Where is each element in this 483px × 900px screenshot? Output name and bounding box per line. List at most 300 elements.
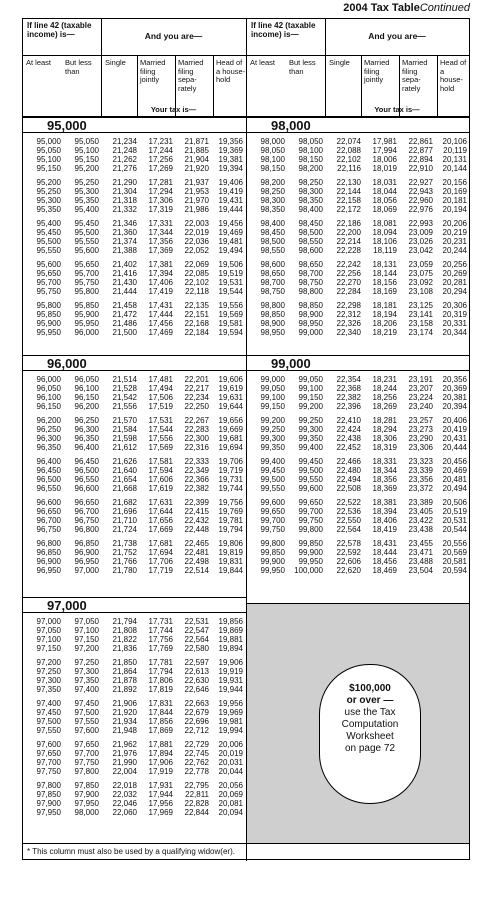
- table-cell: 21,885: [184, 146, 209, 155]
- table-cell: 20,031: [218, 758, 243, 767]
- table-cell: 17,556: [148, 434, 173, 443]
- table-cell: 22,514: [184, 566, 209, 575]
- table-cell: 20,131: [442, 155, 467, 164]
- table-cell: 18,306: [372, 434, 397, 443]
- table-cell: 99,500: [298, 466, 323, 475]
- table-cell: 22,088: [336, 146, 361, 155]
- table-cell: 96,400: [36, 457, 61, 466]
- table-cell: 17,606: [148, 475, 173, 484]
- table-cell: 97,300: [74, 667, 99, 676]
- table-cell: 20,431: [442, 434, 467, 443]
- table-cell: 22,547: [184, 626, 209, 635]
- table-cell: 22,448: [184, 525, 209, 534]
- table-cell: 20,006: [218, 740, 243, 749]
- table-cell: 22,326: [336, 319, 361, 328]
- table-cell: 99,200: [298, 402, 323, 411]
- table-cell: 96,900: [36, 557, 61, 566]
- table-row: [23, 808, 246, 817]
- table-row: [247, 434, 469, 443]
- table-cell: 98,500: [260, 237, 285, 246]
- table-cell: 98,750: [298, 278, 323, 287]
- at-least-label: At least: [250, 58, 276, 67]
- table-row: [247, 548, 469, 557]
- table-cell: 17,419: [148, 287, 173, 296]
- table-cell: 17,644: [148, 507, 173, 516]
- table-cell: 21,388: [112, 246, 137, 255]
- table-cell: 23,488: [408, 557, 433, 566]
- table-cell: 17,869: [148, 726, 173, 735]
- table-cell: 18,381: [372, 498, 397, 507]
- table-cell: 18,044: [372, 187, 397, 196]
- table-cell: 19,806: [218, 539, 243, 548]
- table-row: [23, 635, 246, 644]
- table-cell: 98,250: [298, 178, 323, 187]
- table-cell: 17,456: [148, 319, 173, 328]
- table-cell: 17,231: [148, 137, 173, 146]
- table-cell: 99,650: [298, 498, 323, 507]
- table-cell: 22,354: [336, 375, 361, 384]
- table-cell: 22,312: [336, 310, 361, 319]
- table-cell: 95,700: [74, 269, 99, 278]
- hoh-label: Head of a house-hold: [440, 58, 467, 93]
- table-cell: 22,234: [184, 393, 209, 402]
- table-cell: 23,356: [408, 475, 433, 484]
- tax-table: [22, 18, 470, 860]
- table-cell: 96,800: [36, 539, 61, 548]
- table-cell: 98,150: [260, 164, 285, 173]
- table-row: [247, 484, 469, 493]
- table-cell: 97,450: [74, 699, 99, 708]
- table-cell: 21,640: [112, 466, 137, 475]
- table-cell: 17,631: [148, 498, 173, 507]
- table-cell: 22,018: [112, 781, 137, 790]
- table-cell: 23,125: [408, 301, 433, 310]
- table-cell: 23,438: [408, 525, 433, 534]
- table-cell: 18,006: [372, 155, 397, 164]
- table-cell: 21,584: [112, 425, 137, 434]
- table-cell: 97,850: [36, 790, 61, 799]
- table-cell: 95,100: [36, 155, 61, 164]
- table-cell: 97,800: [74, 767, 99, 776]
- table-cell: 99,750: [298, 516, 323, 525]
- table-row: [247, 566, 469, 575]
- table-row: [23, 310, 246, 319]
- table-cell: 98,950: [298, 319, 323, 328]
- table-cell: 21,892: [112, 685, 137, 694]
- table-cell: 22,074: [336, 137, 361, 146]
- table-cell: 100,000: [294, 566, 323, 575]
- table-row: [23, 319, 246, 328]
- callout-line: Computation: [341, 719, 399, 730]
- table-cell: 23,273: [408, 425, 433, 434]
- table-cell: 22,844: [184, 808, 209, 817]
- table-cell: 17,369: [148, 246, 173, 255]
- table-cell: 95,550: [74, 237, 99, 246]
- table-cell: 96,500: [36, 475, 61, 484]
- table-cell: 22,646: [184, 685, 209, 694]
- table-cell: 17,969: [148, 808, 173, 817]
- table-cell: 20,594: [442, 566, 467, 575]
- table-cell: 20,344: [442, 328, 467, 337]
- table-cell: 19,719: [218, 466, 243, 475]
- table-cell: 95,800: [74, 287, 99, 296]
- table-cell: 17,394: [148, 269, 173, 278]
- table-cell: 98,050: [260, 146, 285, 155]
- table-cell: 17,594: [148, 466, 173, 475]
- table-cell: 20,294: [442, 287, 467, 296]
- table-cell: 21,780: [112, 566, 137, 575]
- table-row: [247, 425, 469, 434]
- table-cell: 22,200: [336, 228, 361, 237]
- table-cell: 96,150: [74, 393, 99, 402]
- table-cell: 98,900: [260, 319, 285, 328]
- table-cell: 96,950: [74, 557, 99, 566]
- table-cell: 95,350: [74, 196, 99, 205]
- table-cell: 99,100: [298, 384, 323, 393]
- table-cell: 17,894: [148, 749, 173, 758]
- table-cell: 19,569: [218, 310, 243, 319]
- table-cell: 21,276: [112, 164, 137, 173]
- table-cell: 20,281: [442, 278, 467, 287]
- table-row: [23, 278, 246, 287]
- table-cell: 98,700: [298, 269, 323, 278]
- table-cell: 19,481: [218, 237, 243, 246]
- table-cell: 21,430: [112, 278, 137, 287]
- table-row: [23, 566, 246, 575]
- table-cell: 99,600: [260, 498, 285, 507]
- table-cell: 20,519: [442, 507, 467, 516]
- table-row: [247, 301, 469, 310]
- table-row: [23, 676, 246, 685]
- table-row: [247, 539, 469, 548]
- table-cell: 21,472: [112, 310, 137, 319]
- table-cell: 96,850: [36, 548, 61, 557]
- table-cell: 17,756: [148, 635, 173, 644]
- table-cell: 17,681: [148, 539, 173, 548]
- table-row: [247, 219, 469, 228]
- table-cell: 19,531: [218, 278, 243, 287]
- table-row: [23, 667, 246, 676]
- table-cell: 96,250: [36, 425, 61, 434]
- table-cell: 17,481: [148, 375, 173, 384]
- table-cell: 98,000: [260, 137, 285, 146]
- table-cell: 98,200: [298, 164, 323, 173]
- table-row: [23, 237, 246, 246]
- table-cell: 96,350: [36, 443, 61, 452]
- table-cell: 22,410: [336, 416, 361, 425]
- table-cell: 95,900: [74, 310, 99, 319]
- table-cell: 22,481: [184, 548, 209, 557]
- table-cell: 23,009: [408, 228, 433, 237]
- table-cell: 20,419: [442, 425, 467, 434]
- table-row: [247, 278, 469, 287]
- table-cell: 19,581: [218, 319, 243, 328]
- you-are-label: And you are—: [368, 31, 426, 41]
- table-cell: 17,306: [148, 196, 173, 205]
- table-cell: 18,294: [372, 425, 397, 434]
- table-cell: 19,844: [218, 566, 243, 575]
- table-cell: 21,626: [112, 457, 137, 466]
- table-row: [247, 516, 469, 525]
- table-cell: 95,350: [36, 205, 61, 214]
- table-row: [247, 187, 469, 196]
- table-row: [23, 516, 246, 525]
- table-cell: 96,600: [36, 498, 61, 507]
- table-cell: 23,141: [408, 310, 433, 319]
- table-cell: 20,456: [442, 457, 467, 466]
- table-cell: 21,682: [112, 498, 137, 507]
- table-cell: 22,036: [184, 237, 209, 246]
- table-row: [23, 196, 246, 205]
- income-question: If line 42 (taxable income) is—: [251, 21, 316, 39]
- table-cell: 20,494: [442, 484, 467, 493]
- table-cell: 95,600: [74, 246, 99, 255]
- table-cell: 21,374: [112, 237, 137, 246]
- table-cell: 22,130: [336, 178, 361, 187]
- table-cell: 17,444: [148, 310, 173, 319]
- header-vsep: [101, 19, 102, 116]
- tax-is-label: Your tax is—: [150, 105, 197, 114]
- table-row: [247, 137, 469, 146]
- table-cell: 17,706: [148, 557, 173, 566]
- table-cell: 21,906: [112, 699, 137, 708]
- table-cell: 22,186: [336, 219, 361, 228]
- left-column-header: [23, 19, 246, 117]
- table-cell: 20,194: [442, 205, 467, 214]
- table-cell: 20,556: [442, 539, 467, 548]
- table-cell: 23,191: [408, 375, 433, 384]
- table-cell: 99,350: [260, 443, 285, 452]
- table-cell: 98,300: [260, 196, 285, 205]
- table-cell: 99,550: [298, 475, 323, 484]
- mfj-label: Married filing jointly: [140, 58, 166, 84]
- table-cell: 17,519: [148, 402, 173, 411]
- table-row: [23, 539, 246, 548]
- table-row: [247, 416, 469, 425]
- table-cell: 20,544: [442, 525, 467, 534]
- table-cell: 23,389: [408, 498, 433, 507]
- table-cell: 19,494: [218, 246, 243, 255]
- over-100000-callout: [319, 664, 421, 804]
- table-cell: 99,050: [260, 384, 285, 393]
- table-cell: 17,506: [148, 393, 173, 402]
- table-cell: 19,969: [218, 708, 243, 717]
- table-cell: 99,950: [260, 566, 285, 575]
- table-cell: 20,106: [442, 137, 467, 146]
- table-cell: 20,081: [218, 799, 243, 808]
- table-cell: 99,450: [298, 457, 323, 466]
- table-cell: 17,581: [148, 457, 173, 466]
- table-cell: 22,368: [336, 384, 361, 393]
- table-cell: 20,506: [442, 498, 467, 507]
- table-cell: 21,486: [112, 319, 137, 328]
- page-header: [0, 2, 470, 16]
- table-cell: 96,550: [36, 484, 61, 493]
- table-row: [23, 228, 246, 237]
- table-cell: 95,500: [36, 237, 61, 246]
- table-cell: 19,931: [218, 676, 243, 685]
- table-row: [23, 498, 246, 507]
- table-cell: 22,894: [408, 155, 433, 164]
- table-cell: 17,544: [148, 425, 173, 434]
- table-cell: 23,240: [408, 402, 433, 411]
- table-row: [247, 164, 469, 173]
- table-row: [247, 457, 469, 466]
- table-cell: 18,231: [372, 375, 397, 384]
- table-cell: 22,396: [336, 402, 361, 411]
- table-cell: 95,250: [74, 178, 99, 187]
- table-cell: 17,856: [148, 717, 173, 726]
- table-cell: 97,050: [36, 626, 61, 635]
- table-cell: 22,228: [336, 246, 361, 255]
- table-cell: 98,150: [298, 155, 323, 164]
- table-cell: 22,102: [336, 155, 361, 164]
- table-row: [247, 443, 469, 452]
- table-cell: 20,444: [442, 443, 467, 452]
- table-cell: 98,600: [298, 246, 323, 255]
- table-cell: 18,094: [372, 228, 397, 237]
- table-row: [23, 699, 246, 708]
- callout-line: $100,000: [349, 683, 391, 694]
- table-cell: 18,269: [372, 402, 397, 411]
- table-cell: 18,219: [372, 328, 397, 337]
- table-cell: 19,906: [218, 658, 243, 667]
- table-cell: 97,100: [36, 635, 61, 644]
- table-cell: 21,970: [184, 196, 209, 205]
- table-cell: 17,831: [148, 699, 173, 708]
- table-cell: 23,207: [408, 384, 433, 393]
- table-cell: 99,450: [260, 466, 285, 475]
- table-cell: 19,794: [218, 525, 243, 534]
- table-row: [23, 708, 246, 717]
- table-cell: 99,100: [260, 393, 285, 402]
- table-cell: 98,450: [298, 219, 323, 228]
- table-row: [247, 384, 469, 393]
- table-cell: 21,724: [112, 525, 137, 534]
- table-cell: 21,836: [112, 644, 137, 653]
- table-cell: 97,750: [74, 758, 99, 767]
- table-cell: 22,046: [112, 799, 137, 808]
- table-cell: 98,400: [298, 205, 323, 214]
- table-cell: 21,904: [184, 155, 209, 164]
- table-cell: 23,471: [408, 548, 433, 557]
- table-row: [23, 717, 246, 726]
- mfs-label: Married filing sepa-rately: [402, 58, 428, 93]
- table-cell: 98,250: [260, 187, 285, 196]
- table-cell: 18,144: [372, 269, 397, 278]
- table-cell: 22,927: [408, 178, 433, 187]
- table-cell: 19,644: [218, 402, 243, 411]
- table-cell: 23,174: [408, 328, 433, 337]
- table-row: [23, 393, 246, 402]
- table-cell: 99,250: [298, 416, 323, 425]
- table-cell: 20,569: [442, 548, 467, 557]
- table-cell: 21,542: [112, 393, 137, 402]
- table-cell: 22,494: [336, 475, 361, 484]
- table-cell: 19,831: [218, 557, 243, 566]
- table-cell: 17,919: [148, 767, 173, 776]
- table-cell: 17,256: [148, 155, 173, 164]
- table-cell: 98,800: [260, 301, 285, 310]
- table-cell: 97,150: [74, 635, 99, 644]
- table-cell: 22,298: [336, 301, 361, 310]
- tax-is-label: Your tax is—: [374, 105, 420, 114]
- header-divider: [247, 55, 469, 56]
- table-cell: 19,469: [218, 228, 243, 237]
- table-cell: 21,822: [112, 635, 137, 644]
- table-cell: 95,700: [36, 278, 61, 287]
- table-cell: 21,738: [112, 539, 137, 548]
- table-cell: 97,200: [74, 644, 99, 653]
- table-row: [23, 137, 246, 146]
- table-cell: 19,519: [218, 269, 243, 278]
- table-cell: 19,919: [218, 667, 243, 676]
- table-cell: 97,250: [36, 667, 61, 676]
- table-cell: 18,106: [372, 237, 397, 246]
- table-cell: 21,556: [112, 402, 137, 411]
- table-cell: 22,531: [184, 617, 209, 626]
- table-row: [23, 726, 246, 735]
- table-row: [23, 416, 246, 425]
- table-cell: 99,650: [260, 507, 285, 516]
- table-cell: 97,250: [74, 658, 99, 667]
- table-cell: 21,871: [184, 137, 209, 146]
- table-cell: 21,710: [112, 516, 137, 525]
- table-cell: 23,323: [408, 457, 433, 466]
- table-cell: 96,100: [74, 384, 99, 393]
- table-cell: 22,382: [184, 484, 209, 493]
- table-cell: 99,900: [298, 548, 323, 557]
- table-cell: 23,042: [408, 246, 433, 255]
- callout-line: or over —: [346, 695, 394, 706]
- table-cell: 20,206: [442, 219, 467, 228]
- table-cell: 95,800: [36, 301, 61, 310]
- table-cell: 23,339: [408, 466, 433, 475]
- table-cell: 21,850: [112, 658, 137, 667]
- table-cell: 22,597: [184, 658, 209, 667]
- table-cell: 18,344: [372, 466, 397, 475]
- table-cell: 21,360: [112, 228, 137, 237]
- table-cell: 17,806: [148, 676, 173, 685]
- table-cell: 99,700: [298, 507, 323, 516]
- table-cell: 20,044: [218, 767, 243, 776]
- table-cell: 22,300: [184, 434, 209, 443]
- table-cell: 21,962: [112, 740, 137, 749]
- table-cell: 99,000: [260, 375, 285, 384]
- table-cell: 21,234: [112, 137, 137, 146]
- table-cell: 21,934: [112, 717, 137, 726]
- table-cell: 18,056: [372, 196, 397, 205]
- table-cell: 99,150: [298, 393, 323, 402]
- table-row: [23, 178, 246, 187]
- table-cell: 21,654: [112, 475, 137, 484]
- table-cell: 22,168: [184, 319, 209, 328]
- table-cell: 21,794: [112, 617, 137, 626]
- table-cell: 96,300: [74, 425, 99, 434]
- table-cell: 98,350: [260, 205, 285, 214]
- table-cell: 99,600: [298, 484, 323, 493]
- table-cell: 96,150: [36, 402, 61, 411]
- table-cell: 21,808: [112, 626, 137, 635]
- table-row: [23, 749, 246, 758]
- table-cell: 97,500: [74, 708, 99, 717]
- table-cell: 20,331: [442, 319, 467, 328]
- section-title: 96,000: [23, 355, 246, 371]
- table-row: [247, 228, 469, 237]
- table-cell: 95,300: [74, 187, 99, 196]
- at-least-label: At least: [26, 58, 52, 67]
- table-row: [247, 525, 469, 534]
